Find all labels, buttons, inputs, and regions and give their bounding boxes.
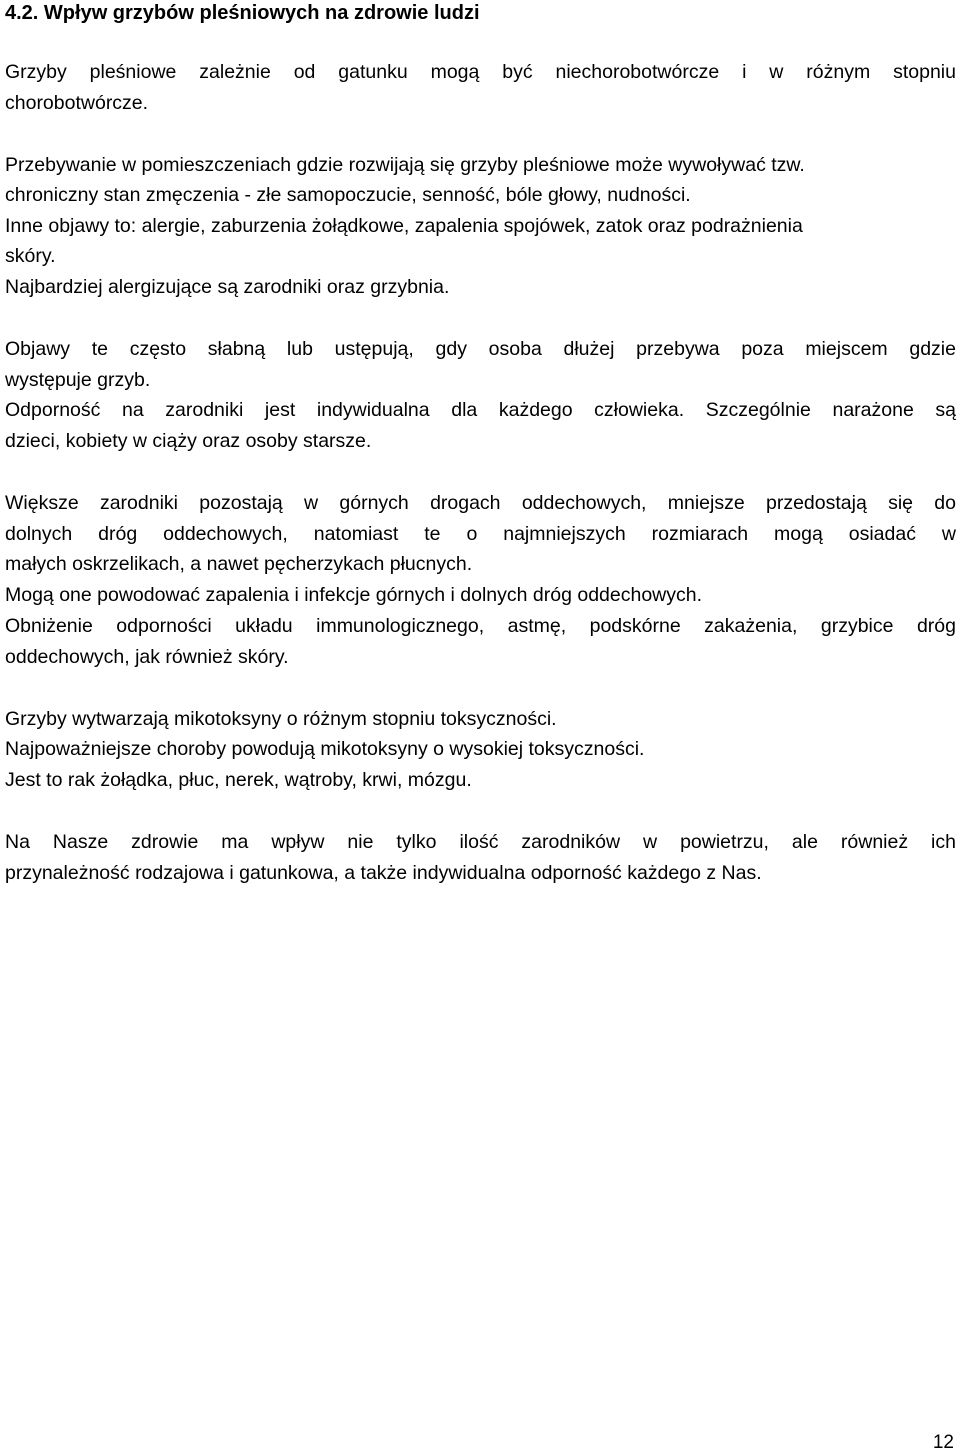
paragraph-line: Mogą one powodować zapalenia i infekcje górnych i dolnych dróg oddechowych. [5,584,703,606]
paragraph-line: Najbardziej alergizujące są zarodniki oraz grzybnia. [5,276,450,298]
paragraph-line: Większe zarodniki pozostają w górnych drogach oddechowych, mniejsze przedostają się do [5,492,956,514]
paragraph-line: Obniżenie odporności układu immunologicznego, astmę, podskórne zakażenia, grzybice dróg [5,615,956,637]
paragraph-line: Przebywanie w pomieszczeniach gdzie rozwijają się grzyby pleśniowe może wywoływać tzw. [5,154,805,176]
paragraph-line: dolnych dróg oddechowych, natomiast te o najmniejszych rozmiarach mogą osiadać w [5,523,956,545]
paragraph-line: przynależność rodzajowa i gatunkowa, a także indywidualna odporność każdego z Nas. [5,862,762,884]
paragraph-line: oddechowych, jak również skóry. [5,646,289,668]
paragraph-line: chroniczny stan zmęczenia - złe samopoczucie, senność, bóle głowy, nudności. [5,184,691,206]
paragraph-line: małych oskrzelikach, a nawet pęcherzykach płucnych. [5,553,473,575]
paragraph-line: Grzyby wytwarzają mikotoksyny o różnym stopniu toksyczności. [5,708,557,730]
paragraph-line: występuje grzyb. [5,369,151,391]
paragraph-line: skóry. [5,245,56,267]
paragraph-line: Grzyby pleśniowe zależnie od gatunku mogą być niechorobotwórcze i w różnym stopniu [5,61,956,83]
paragraph-line: dzieci, kobiety w ciąży oraz osoby starsze. [5,430,372,452]
paragraph-line: Objawy te często słabną lub ustępują, gdy osoba dłużej przebywa poza miejscem gdzie [5,338,956,360]
paragraph-line: Najpoważniejsze choroby powodują mikotoksyny o wysokiej toksyczności. [5,738,645,760]
paragraph-line: Na Nasze zdrowie ma wpływ nie tylko ilość zarodników w powietrzu, ale również ich [5,831,956,853]
paragraph-line: chorobotwórcze. [5,92,149,114]
paragraph-line: Jest to rak żołądka, płuc, nerek, wątroby, krwi, mózgu. [5,769,472,791]
section-heading: 4.2. Wpływ grzybów pleśniowych na zdrowie ludzi [5,2,480,24]
page-number: 12 [932,1432,954,1453]
paragraph-line: Inne objawy to: alergie, zaburzenia żołądkowe, zapalenia spojówek, zatok oraz podrażnienia [5,215,803,237]
paragraph-line: Odporność na zarodniki jest indywidualna dla każdego człowieka. Szczególnie narażone są [5,399,956,421]
